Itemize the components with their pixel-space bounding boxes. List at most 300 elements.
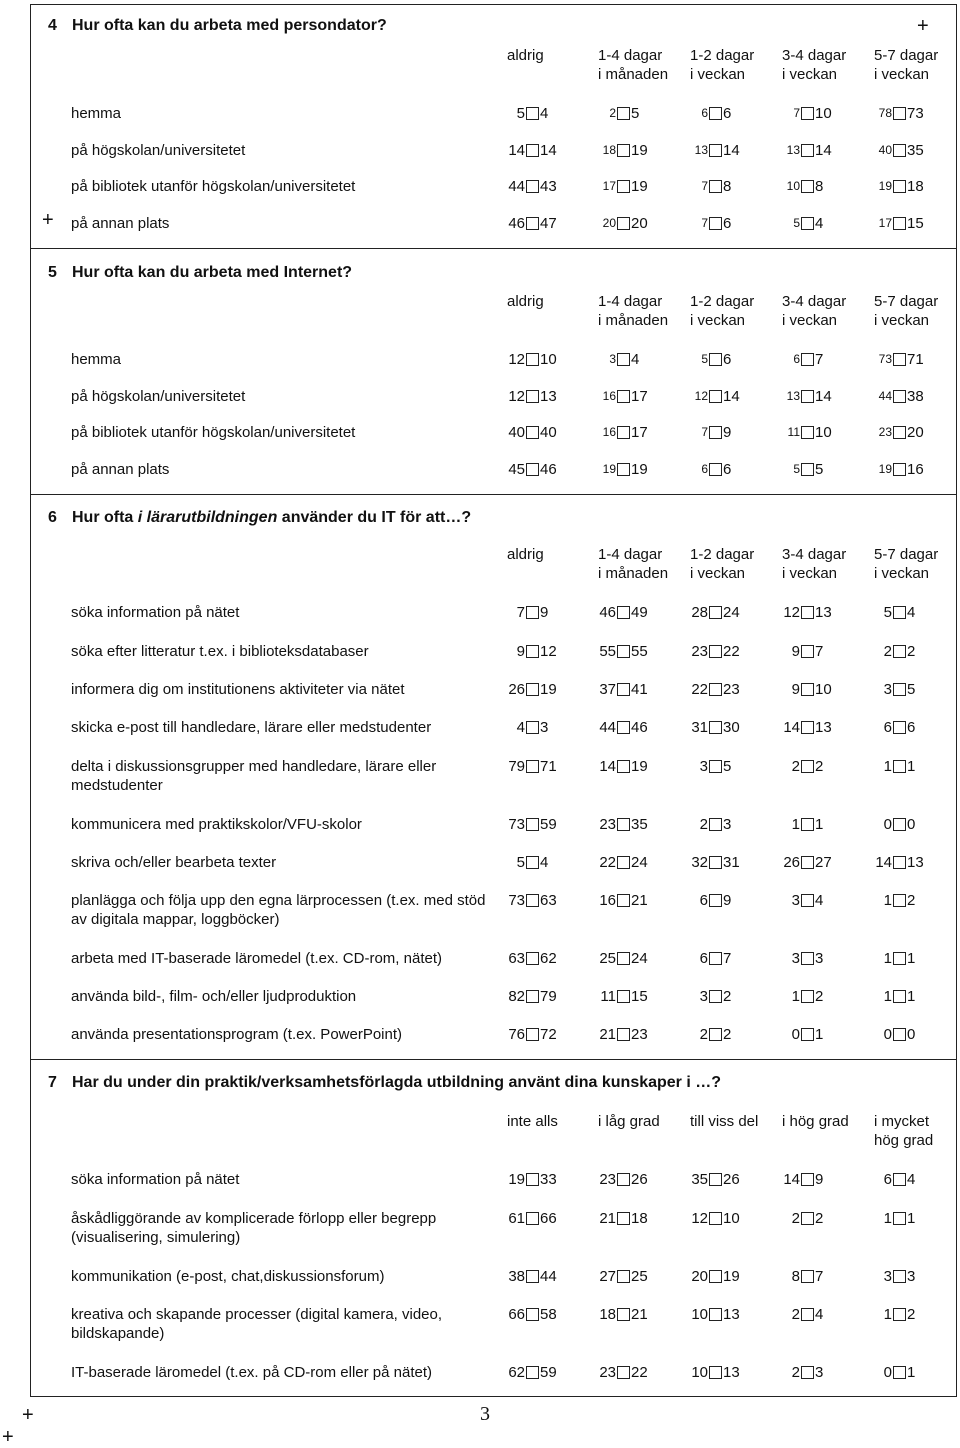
value-secondary: 2 bbox=[815, 758, 824, 775]
response-cell bbox=[596, 460, 686, 479]
value-primary: 14 bbox=[508, 142, 525, 159]
checkbox-icon bbox=[709, 606, 722, 619]
value-secondary: 23 bbox=[723, 681, 740, 698]
value-primary: 2 bbox=[699, 816, 708, 833]
response-cell bbox=[505, 423, 595, 442]
value-primary: 10 bbox=[786, 179, 800, 193]
checkbox-icon bbox=[893, 645, 906, 658]
column-header-line: hög grad bbox=[874, 1132, 934, 1149]
response-cell bbox=[872, 177, 960, 196]
checkbox-icon bbox=[617, 1173, 630, 1186]
checkbox-icon bbox=[709, 144, 722, 157]
value-primary: 76 bbox=[508, 1026, 525, 1043]
checkbox-icon bbox=[709, 390, 722, 403]
response-cell bbox=[780, 680, 870, 699]
checkbox-icon bbox=[617, 426, 630, 439]
response-cell bbox=[780, 214, 870, 233]
column-header-line: inte alls bbox=[507, 1113, 558, 1130]
checkbox-icon bbox=[617, 1028, 630, 1041]
value-secondary: 40 bbox=[540, 424, 557, 441]
response-cell bbox=[780, 642, 870, 661]
response-cell bbox=[688, 891, 778, 910]
value-secondary: 55 bbox=[631, 643, 648, 660]
value-secondary: 47 bbox=[540, 215, 557, 232]
value-primary: 32 bbox=[691, 854, 708, 871]
value-primary: 12 bbox=[694, 389, 708, 403]
value-primary: 44 bbox=[508, 178, 525, 195]
column-header bbox=[690, 292, 782, 330]
value-primary: 11 bbox=[600, 988, 616, 1005]
value-secondary: 6 bbox=[723, 351, 732, 368]
value-secondary: 72 bbox=[540, 1026, 557, 1043]
response-cell bbox=[505, 214, 595, 233]
value-primary: 40 bbox=[878, 143, 892, 157]
value-primary: 17 bbox=[878, 216, 892, 230]
checkbox-icon bbox=[617, 645, 630, 658]
value-primary: 11 bbox=[787, 425, 800, 439]
value-primary: 1 bbox=[883, 950, 892, 967]
column-header-line: 1-4 dagar bbox=[598, 47, 663, 64]
response-cell bbox=[688, 423, 778, 442]
value-secondary: 19 bbox=[631, 461, 648, 478]
response-cell bbox=[505, 757, 595, 776]
column-header-line: 3-4 dagar bbox=[782, 546, 847, 563]
value-secondary: 59 bbox=[540, 816, 557, 833]
value-primary: 2 bbox=[791, 1210, 800, 1227]
response-cell bbox=[872, 642, 960, 661]
response-cell bbox=[780, 423, 870, 442]
value-primary: 82 bbox=[508, 988, 525, 1005]
column-header-line: 1-4 dagar bbox=[598, 546, 663, 563]
value-primary: 6 bbox=[699, 892, 708, 909]
value-primary: 14 bbox=[599, 758, 616, 775]
value-primary: 18 bbox=[602, 143, 616, 157]
checkbox-icon bbox=[801, 1270, 814, 1283]
response-cell bbox=[505, 680, 595, 699]
value-secondary: 33 bbox=[540, 1171, 557, 1188]
question-title: Har du under din praktik/verksamhetsförlagda utbildning använt dina kunskaper i …? bbox=[72, 1074, 722, 1091]
value-secondary: 13 bbox=[540, 388, 557, 405]
checkbox-icon bbox=[801, 818, 814, 831]
value-secondary: 4 bbox=[540, 105, 549, 122]
checkbox-icon bbox=[617, 894, 630, 907]
value-primary: 26 bbox=[783, 854, 800, 871]
value-primary: 6 bbox=[701, 462, 708, 476]
value-primary: 16 bbox=[602, 425, 616, 439]
checkbox-icon bbox=[709, 645, 722, 658]
value-secondary: 7 bbox=[723, 950, 732, 967]
checkbox-icon bbox=[709, 1366, 722, 1379]
value-primary: 46 bbox=[599, 604, 616, 621]
column-header-line: i veckan bbox=[782, 66, 838, 83]
value-secondary: 19 bbox=[631, 142, 648, 159]
checkbox-icon bbox=[893, 1308, 906, 1321]
response-cell bbox=[688, 1267, 778, 1286]
value-secondary: 3 bbox=[723, 816, 732, 833]
value-primary: 38 bbox=[508, 1268, 525, 1285]
value-secondary: 24 bbox=[631, 950, 648, 967]
value-primary: 3 bbox=[883, 1268, 892, 1285]
value-secondary: 14 bbox=[815, 142, 832, 159]
value-secondary: 49 bbox=[631, 604, 648, 621]
column-header-line: i veckan bbox=[690, 66, 746, 83]
response-cell bbox=[872, 1170, 960, 1189]
response-cell bbox=[688, 350, 778, 369]
checkbox-icon bbox=[893, 1028, 906, 1041]
response-cell bbox=[780, 460, 870, 479]
checkbox-icon bbox=[617, 1366, 630, 1379]
value-secondary: 66 bbox=[540, 1210, 557, 1227]
response-cell bbox=[596, 1267, 686, 1286]
value-primary: 16 bbox=[599, 892, 616, 909]
row-label: kommunikation (e-post, chat,diskussionsforum) bbox=[71, 1268, 385, 1285]
value-primary: 13 bbox=[694, 143, 708, 157]
response-cell bbox=[780, 177, 870, 196]
row-label: på högskolan/universitetet bbox=[71, 142, 246, 159]
response-cell bbox=[780, 987, 870, 1006]
response-cell bbox=[505, 1209, 595, 1228]
value-secondary: 26 bbox=[723, 1171, 740, 1188]
value-primary: 3 bbox=[699, 758, 708, 775]
value-secondary: 1 bbox=[907, 758, 916, 775]
checkbox-icon bbox=[526, 990, 539, 1003]
value-primary: 1 bbox=[883, 988, 892, 1005]
response-cell bbox=[872, 387, 960, 406]
value-primary: 73 bbox=[508, 816, 525, 833]
value-secondary: 0 bbox=[907, 1026, 916, 1043]
value-primary: 20 bbox=[602, 216, 616, 230]
question-6-heading bbox=[48, 509, 471, 527]
checkbox-icon bbox=[709, 463, 722, 476]
response-cell bbox=[872, 853, 960, 872]
column-header-line: i hög grad bbox=[782, 1113, 849, 1130]
value-primary: 19 bbox=[878, 179, 892, 193]
checkbox-icon bbox=[801, 683, 814, 696]
value-secondary: 7 bbox=[815, 643, 824, 660]
plus-mark: + bbox=[42, 209, 54, 231]
question-5-heading bbox=[48, 264, 352, 282]
column-header bbox=[690, 545, 782, 583]
response-cell bbox=[596, 949, 686, 968]
checkbox-icon bbox=[893, 760, 906, 773]
value-secondary: 21 bbox=[631, 892, 648, 909]
value-primary: 6 bbox=[699, 950, 708, 967]
checkbox-icon bbox=[526, 1028, 539, 1041]
value-secondary: 3 bbox=[815, 1364, 824, 1381]
value-primary: 19 bbox=[508, 1171, 525, 1188]
column-header bbox=[874, 545, 960, 583]
checkbox-icon bbox=[526, 426, 539, 439]
value-secondary: 1 bbox=[815, 816, 824, 833]
checkbox-icon bbox=[526, 645, 539, 658]
value-secondary: 1 bbox=[907, 988, 916, 1005]
value-secondary: 1 bbox=[907, 1364, 916, 1381]
value-secondary: 22 bbox=[723, 643, 740, 660]
value-secondary: 71 bbox=[907, 351, 924, 368]
checkbox-icon bbox=[709, 683, 722, 696]
value-primary: 7 bbox=[701, 425, 708, 439]
value-primary: 23 bbox=[691, 643, 708, 660]
column-header bbox=[598, 292, 690, 330]
value-primary: 20 bbox=[691, 1268, 708, 1285]
checkbox-icon bbox=[801, 1212, 814, 1225]
response-cell bbox=[505, 1363, 595, 1382]
checkbox-icon bbox=[617, 818, 630, 831]
response-cell bbox=[505, 460, 595, 479]
column-header bbox=[598, 545, 690, 583]
value-primary: 0 bbox=[883, 1026, 892, 1043]
value-primary: 14 bbox=[783, 1171, 800, 1188]
checkbox-icon bbox=[617, 952, 630, 965]
value-secondary: 0 bbox=[907, 816, 916, 833]
value-primary: 9 bbox=[516, 643, 525, 660]
checkbox-icon bbox=[526, 144, 539, 157]
response-cell bbox=[505, 853, 595, 872]
checkbox-icon bbox=[526, 1173, 539, 1186]
value-secondary: 41 bbox=[631, 681, 648, 698]
value-secondary: 14 bbox=[723, 142, 740, 159]
value-primary: 2 bbox=[609, 106, 616, 120]
response-cell bbox=[505, 1170, 595, 1189]
value-secondary: 35 bbox=[631, 816, 648, 833]
response-cell bbox=[596, 642, 686, 661]
value-secondary: 38 bbox=[907, 388, 924, 405]
response-cell bbox=[872, 891, 960, 910]
column-header-line: i veckan bbox=[690, 312, 746, 329]
checkbox-icon bbox=[617, 353, 630, 366]
value-primary: 63 bbox=[508, 950, 525, 967]
value-primary: 23 bbox=[599, 1171, 616, 1188]
checkbox-icon bbox=[526, 353, 539, 366]
value-secondary: 27 bbox=[815, 854, 832, 871]
response-cell bbox=[872, 1025, 960, 1044]
checkbox-icon bbox=[617, 683, 630, 696]
column-header-line: 1-2 dagar bbox=[690, 293, 755, 310]
column-header-line: 1-4 dagar bbox=[598, 293, 663, 310]
checkbox-icon bbox=[526, 818, 539, 831]
response-cell bbox=[596, 757, 686, 776]
checkbox-icon bbox=[709, 856, 722, 869]
value-primary: 61 bbox=[508, 1210, 525, 1227]
checkbox-icon bbox=[526, 721, 539, 734]
checkbox-icon bbox=[526, 952, 539, 965]
plus-mark: + bbox=[2, 1426, 14, 1448]
value-primary: 5 bbox=[883, 604, 892, 621]
response-cell bbox=[505, 603, 595, 622]
response-cell bbox=[780, 815, 870, 834]
value-primary: 28 bbox=[691, 604, 708, 621]
value-secondary: 2 bbox=[815, 1210, 824, 1227]
value-secondary: 26 bbox=[631, 1171, 648, 1188]
checkbox-icon bbox=[709, 1270, 722, 1283]
response-cell bbox=[780, 1209, 870, 1228]
question-title: använder du IT för att…? bbox=[277, 509, 472, 526]
value-secondary: 9 bbox=[815, 1171, 824, 1188]
value-primary: 1 bbox=[791, 988, 800, 1005]
value-secondary: 3 bbox=[815, 950, 824, 967]
row-label: på annan plats bbox=[71, 215, 170, 232]
question-4-heading bbox=[48, 17, 387, 35]
response-cell bbox=[688, 1363, 778, 1382]
response-cell bbox=[780, 891, 870, 910]
response-cell bbox=[688, 1305, 778, 1324]
response-cell bbox=[688, 815, 778, 834]
value-secondary: 44 bbox=[540, 1268, 557, 1285]
checkbox-icon bbox=[617, 856, 630, 869]
response-cell bbox=[780, 141, 870, 160]
value-primary: 3 bbox=[883, 681, 892, 698]
row-label: söka information på nätet bbox=[71, 604, 240, 621]
response-cell bbox=[596, 853, 686, 872]
checkbox-icon bbox=[801, 1366, 814, 1379]
value-primary: 19 bbox=[878, 462, 892, 476]
response-cell bbox=[872, 460, 960, 479]
response-cell bbox=[872, 757, 960, 776]
response-cell bbox=[505, 350, 595, 369]
value-primary: 22 bbox=[599, 854, 616, 871]
response-cell bbox=[688, 214, 778, 233]
column-header-line: i mycket bbox=[874, 1113, 930, 1130]
checkbox-icon bbox=[893, 1366, 906, 1379]
column-header-line: 5-7 dagar bbox=[874, 47, 939, 64]
response-cell bbox=[780, 1363, 870, 1382]
value-secondary: 30 bbox=[723, 719, 740, 736]
value-secondary: 1 bbox=[815, 1026, 824, 1043]
value-primary: 2 bbox=[883, 643, 892, 660]
column-header-line: aldrig bbox=[507, 293, 544, 310]
value-secondary: 16 bbox=[907, 461, 924, 478]
row-label: kreativa och skapande processer (digital kamera, video, bildskapande) bbox=[71, 1306, 443, 1342]
value-primary: 73 bbox=[878, 352, 892, 366]
checkbox-icon bbox=[801, 180, 814, 193]
value-secondary: 6 bbox=[723, 105, 732, 122]
checkbox-icon bbox=[709, 1308, 722, 1321]
value-secondary: 13 bbox=[815, 604, 832, 621]
checkbox-icon bbox=[801, 760, 814, 773]
value-secondary: 18 bbox=[631, 1210, 648, 1227]
value-secondary: 6 bbox=[723, 461, 732, 478]
value-primary: 2 bbox=[791, 1364, 800, 1381]
value-secondary: 19 bbox=[631, 758, 648, 775]
response-cell bbox=[505, 642, 595, 661]
row-label: hemma bbox=[71, 105, 122, 122]
checkbox-icon bbox=[526, 390, 539, 403]
value-secondary: 15 bbox=[631, 988, 648, 1005]
value-secondary: 24 bbox=[631, 854, 648, 871]
column-header-line: 5-7 dagar bbox=[874, 293, 939, 310]
column-header bbox=[782, 46, 874, 84]
question-title: Hur ofta bbox=[72, 509, 138, 526]
response-cell bbox=[872, 1305, 960, 1324]
checkbox-icon bbox=[893, 144, 906, 157]
value-primary: 2 bbox=[791, 1306, 800, 1323]
value-secondary: 43 bbox=[540, 178, 557, 195]
checkbox-icon bbox=[617, 217, 630, 230]
value-primary: 12 bbox=[508, 388, 525, 405]
value-secondary: 5 bbox=[815, 461, 824, 478]
value-secondary: 7 bbox=[815, 1268, 824, 1285]
row-label: söka information på nätet bbox=[71, 1171, 240, 1188]
column-header bbox=[782, 292, 874, 330]
checkbox-icon bbox=[709, 180, 722, 193]
column-header-line: 3-4 dagar bbox=[782, 293, 847, 310]
value-secondary: 71 bbox=[540, 758, 557, 775]
checkbox-icon bbox=[709, 894, 722, 907]
column-header-line: aldrig bbox=[507, 546, 544, 563]
row-label: på högskolan/universitetet bbox=[71, 388, 246, 405]
column-header-line: i veckan bbox=[874, 312, 930, 329]
response-cell bbox=[780, 1170, 870, 1189]
value-primary: 45 bbox=[508, 461, 525, 478]
response-cell bbox=[872, 104, 960, 123]
value-secondary: 5 bbox=[631, 105, 640, 122]
response-cell bbox=[872, 214, 960, 233]
value-primary: 27 bbox=[599, 1268, 616, 1285]
checkbox-icon bbox=[893, 1270, 906, 1283]
value-secondary: 23 bbox=[631, 1026, 648, 1043]
column-header bbox=[507, 1112, 599, 1131]
question-title: Hur ofta kan du arbeta med persondator? bbox=[72, 17, 387, 34]
column-header-line: i månaden bbox=[598, 66, 669, 83]
value-primary: 19 bbox=[602, 462, 616, 476]
row-label: använda presentationsprogram (t.ex. PowerPoint) bbox=[71, 1026, 403, 1043]
checkbox-icon bbox=[617, 760, 630, 773]
value-primary: 2 bbox=[791, 758, 800, 775]
checkbox-icon bbox=[801, 1173, 814, 1186]
response-cell bbox=[872, 1363, 960, 1382]
question-number: 7 bbox=[48, 1074, 57, 1091]
value-secondary: 73 bbox=[907, 105, 924, 122]
checkbox-icon bbox=[709, 217, 722, 230]
response-cell bbox=[688, 104, 778, 123]
row-label: åskådliggörande av komplicerade förlopp eller begrepp (visualisering, simulering) bbox=[71, 1210, 437, 1246]
response-cell bbox=[596, 718, 686, 737]
checkbox-icon bbox=[801, 952, 814, 965]
response-cell bbox=[596, 104, 686, 123]
value-primary: 0 bbox=[791, 1026, 800, 1043]
value-secondary: 46 bbox=[631, 719, 648, 736]
response-cell bbox=[780, 1267, 870, 1286]
value-secondary: 8 bbox=[815, 178, 824, 195]
value-primary: 3 bbox=[699, 988, 708, 1005]
response-cell bbox=[688, 718, 778, 737]
checkbox-icon bbox=[893, 390, 906, 403]
page-number: 3 bbox=[480, 1403, 490, 1425]
row-label: skriva och/eller bearbeta texter bbox=[71, 854, 277, 871]
checkbox-icon bbox=[709, 353, 722, 366]
response-cell bbox=[505, 387, 595, 406]
checkbox-icon bbox=[893, 952, 906, 965]
response-cell bbox=[872, 987, 960, 1006]
response-cell bbox=[505, 949, 595, 968]
column-header-line: aldrig bbox=[507, 47, 544, 64]
question-number: 4 bbox=[48, 17, 57, 34]
response-cell bbox=[780, 718, 870, 737]
response-cell bbox=[688, 387, 778, 406]
response-cell bbox=[780, 949, 870, 968]
value-primary: 46 bbox=[508, 215, 525, 232]
checkbox-icon bbox=[801, 353, 814, 366]
checkbox-icon bbox=[801, 606, 814, 619]
value-secondary: 6 bbox=[723, 215, 732, 232]
checkbox-icon bbox=[617, 144, 630, 157]
response-cell bbox=[505, 815, 595, 834]
row-label: arbeta med IT-baserade läromedel (t.ex. CD-rom, nätet) bbox=[71, 950, 442, 967]
value-secondary: 14 bbox=[723, 388, 740, 405]
checkbox-icon bbox=[893, 683, 906, 696]
response-cell bbox=[688, 757, 778, 776]
value-secondary: 4 bbox=[631, 351, 640, 368]
